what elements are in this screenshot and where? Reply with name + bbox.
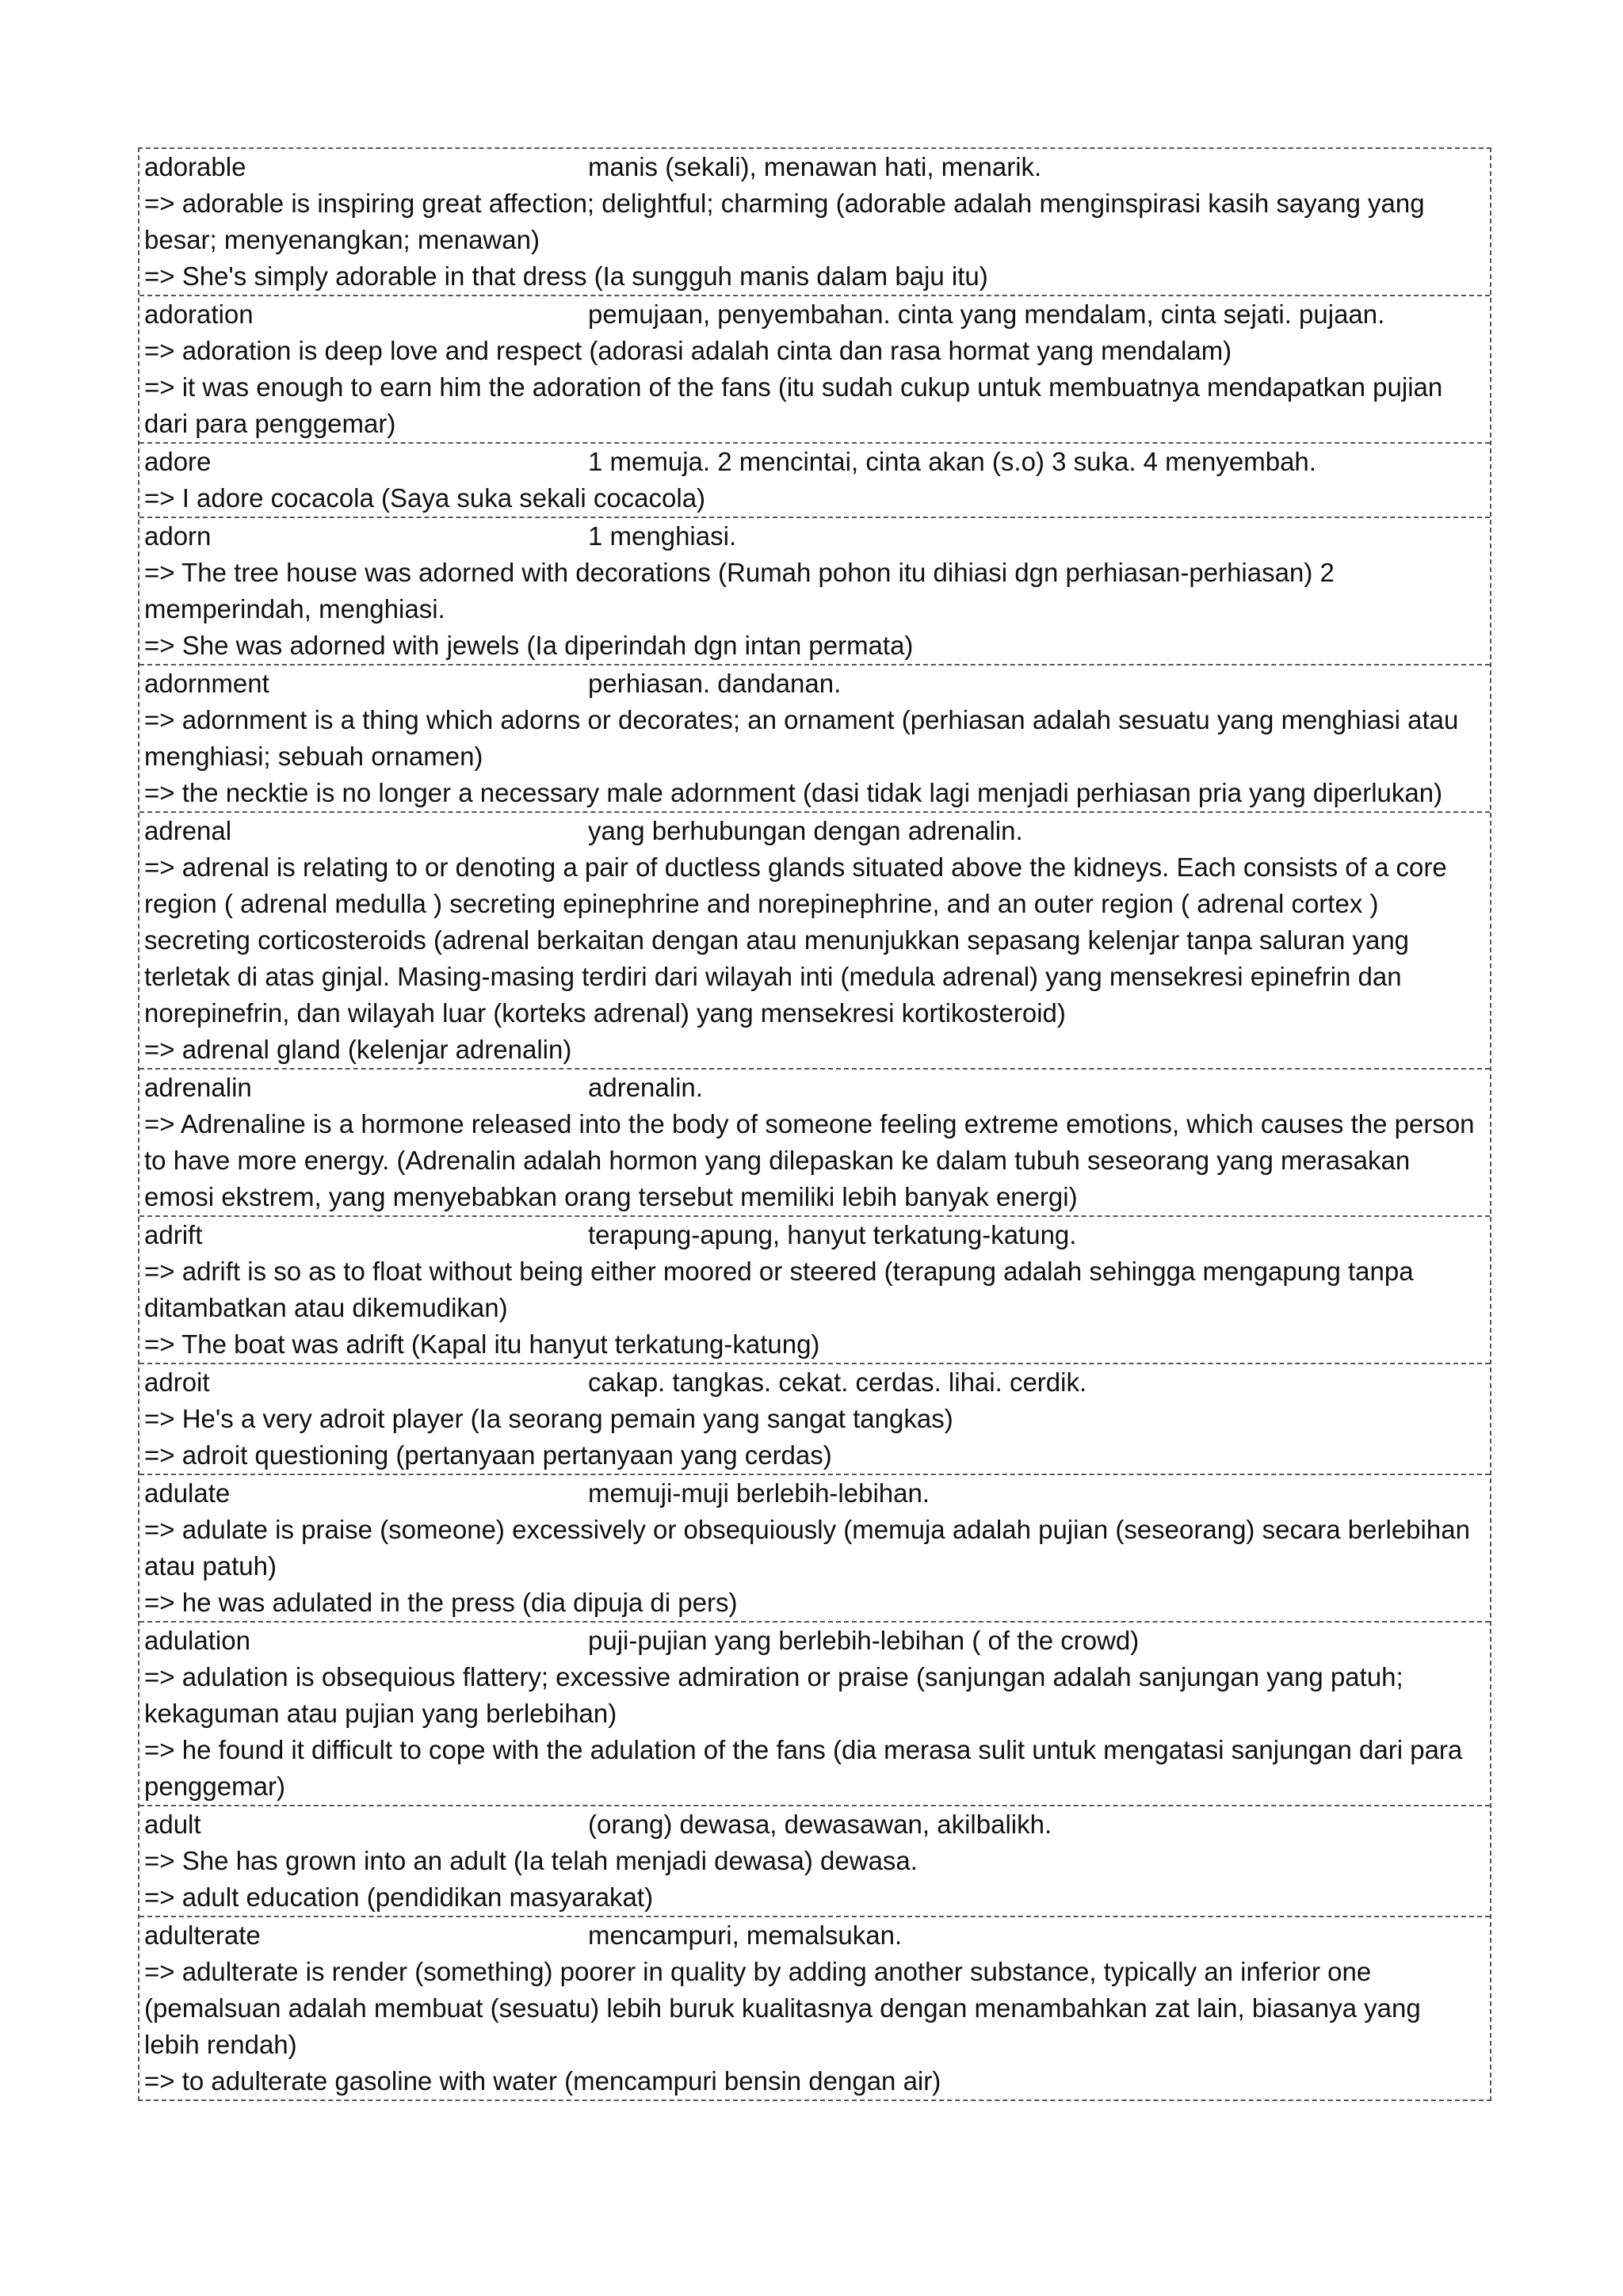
entry-headline xyxy=(144,1623,1490,1659)
entry-line: => adornment is a thing which adorns or decorates; an ornament (perhiasan adalah sesuatu yang menghiasi atau menghiasi; sebuah ornamen) xyxy=(144,705,1459,771)
dictionary-entry xyxy=(139,1215,1490,1363)
dictionary-entry xyxy=(139,1621,1490,1805)
dictionary-entry xyxy=(139,811,1490,1068)
entry-line: => She was adorned with jewels (Ia diperindah dgn intan permata) xyxy=(144,631,914,660)
entry-headline xyxy=(144,296,1490,333)
entry-meaning: terapung-apung, hanyut terkatung-katung. xyxy=(588,1220,1077,1249)
entry-headline xyxy=(144,149,1490,185)
entry-word: adult xyxy=(144,1810,201,1839)
entry-line: => he was adulated in the press (dia dipuja di pers) xyxy=(144,1588,738,1617)
entry-headline xyxy=(144,1364,1490,1401)
entry-meaning: cakap. tangkas. cekat. cerdas. lihai. cerdik. xyxy=(588,1367,1087,1397)
dictionary-entry xyxy=(139,1363,1490,1474)
entry-headline xyxy=(144,444,1490,480)
entry-line: => adoration is deep love and respect (adorasi adalah cinta dan rasa hormat yang mendalam) xyxy=(144,336,1232,365)
dictionary-entry xyxy=(139,442,1490,517)
entry-headline xyxy=(144,666,1490,702)
entry-line: => he found it difficult to cope with the adulation of the fans (dia merasa sulit untuk mengatasi sanjungan dari para penggemar) xyxy=(144,1735,1463,1801)
dictionary-entry xyxy=(139,295,1490,442)
dictionary-entry xyxy=(139,1068,1490,1215)
entry-headline xyxy=(144,1217,1490,1253)
entry-word: adore xyxy=(144,447,212,476)
entry-word: adulate xyxy=(144,1478,231,1508)
entry-line: => adulate is praise (someone) excessively or obsequiously (memuja adalah pujian (seseorang) secara berlebihan atau patuh) xyxy=(144,1515,1470,1581)
entry-line: => the necktie is no longer a necessary male adornment (dasi tidak lagi menjadi perhiasan pria yang diperlukan) xyxy=(144,778,1443,807)
entry-line: => to adulterate gasoline with water (mencampuri bensin dengan air) xyxy=(144,2066,941,2096)
dictionary-table xyxy=(138,147,1491,2101)
entry-headline xyxy=(144,813,1490,849)
entry-word: adrift xyxy=(144,1220,203,1249)
entry-line: => I adore cocacola (Saya suka sekali cocacola) xyxy=(144,483,706,513)
entry-headline xyxy=(144,518,1490,555)
entry-meaning: adrenalin. xyxy=(588,1073,703,1102)
entry-meaning: perhiasan. dandanan. xyxy=(588,669,842,698)
entry-line: => She has grown into an adult (Ia telah menjadi dewasa) dewasa. xyxy=(144,1846,918,1875)
entry-word: adulation xyxy=(144,1626,250,1655)
entry-line: => The boat was adrift (Kapal itu hanyut terkatung-katung) xyxy=(144,1329,820,1359)
dictionary-entry xyxy=(139,664,1490,811)
entry-line: => She's simply adorable in that dress (Ia sungguh manis dalam baju itu) xyxy=(144,261,988,291)
entry-word: adorn xyxy=(144,521,212,551)
entry-meaning: 1 menghiasi. xyxy=(588,521,737,551)
dictionary-entry xyxy=(139,1916,1490,2100)
entry-line: => it was enough to earn him the adoration of the fans (itu sudah cukup untuk membuatnya mendapatkan pujian dari para penggemar) xyxy=(144,372,1443,438)
entry-meaning: manis (sekali), menawan hati, menarik. xyxy=(588,152,1042,181)
entry-line: => adult education (pendidikan masyarakat) xyxy=(144,1882,654,1912)
entry-line: => adorable is inspiring great affection; delightful; charming (adorable adalah menginspirasi kasih sayang yang besar; menyenangkan; menawan) xyxy=(144,189,1425,254)
entry-line: => adrenal gland (kelenjar adrenalin) xyxy=(144,1035,572,1064)
entry-headline xyxy=(144,1475,1490,1512)
entry-line: => adrift is so as to float without being either moored or steered (terapung adalah sehingga mengapung tanpa ditambatkan atau dikemudikan) xyxy=(144,1257,1414,1322)
entry-line: => The tree house was adorned with decorations (Rumah pohon itu dihiasi dgn perhiasan-perhiasan) 2 memperindah, menghiasi. xyxy=(144,558,1335,624)
entry-word: adorable xyxy=(144,152,246,181)
entry-word: adornment xyxy=(144,669,269,698)
dictionary-entry xyxy=(139,149,1490,295)
entry-word: adulterate xyxy=(144,1920,261,1950)
entry-word: adrenalin xyxy=(144,1073,252,1102)
entry-headline xyxy=(144,1806,1490,1843)
entry-line: => Adrenaline is a hormone released into the body of someone feeling extreme emotions, which causes the person to have more energy. (Adrenalin adalah hormon yang dilepaskan ke dalam tubuh seseorang yang merasakan emosi ekstrem, yang menyebabkan orang tersebut memiliki lebih banyak energi) xyxy=(144,1109,1475,1211)
entry-meaning: mencampuri, memalsukan. xyxy=(588,1920,903,1950)
entry-meaning: pemujaan, penyembahan. cinta yang mendalam, cinta sejati. pujaan. xyxy=(588,299,1385,329)
entry-headline xyxy=(144,1070,1490,1106)
entry-meaning: puji-pujian yang berlebih-lebihan ( of the crowd) xyxy=(588,1626,1140,1655)
entry-line: => He's a very adroit player (Ia seorang pemain yang sangat tangkas) xyxy=(144,1404,953,1433)
entry-meaning: (orang) dewasa, dewasawan, akilbalikh. xyxy=(588,1810,1052,1839)
entry-headline xyxy=(144,1917,1490,1954)
entry-word: adoration xyxy=(144,299,254,329)
entry-line: => adulterate is render (something) poorer in quality by adding another substance, typically an inferior one (pemalsuan adalah membuat (sesuatu) lebih buruk kualitasnya dengan menambahkan zat lain, biasanya yang lebih rendah) xyxy=(144,1957,1421,2059)
entry-meaning: 1 memuja. 2 mencintai, cinta akan (s.o) 3 suka. 4 menyembah. xyxy=(588,447,1316,476)
dictionary-entry xyxy=(139,517,1490,664)
dictionary-entry xyxy=(139,1805,1490,1916)
entry-line: => adroit questioning (pertanyaan pertanyaan yang cerdas) xyxy=(144,1440,832,1470)
entry-word: adrenal xyxy=(144,816,232,845)
entry-line: => adrenal is relating to or denoting a pair of ductless glands situated above the kidneys. Each consists of a core region ( adrenal medulla ) secreting epinephrine and norepinephrine, and an outer region ( adrenal cortex ) secreting corticosteroids (adrenal berkaitan dengan atau menunjukkan sepasang kelenjar tanpa saluran yang terletak di atas ginjal. Masing-masing terdiri dari wilayah inti (medula adrenal) yang mensekresi epinefrin dan norepinefrin, dan wilayah luar (korteks adrenal) yang mensekresi kortikosteroid) xyxy=(144,852,1447,1028)
entry-word: adroit xyxy=(144,1367,210,1397)
entry-meaning: yang berhubungan dengan adrenalin. xyxy=(588,816,1023,845)
dictionary-entry xyxy=(139,1474,1490,1621)
entry-meaning: memuji-muji berlebih-lebihan. xyxy=(588,1478,930,1508)
entry-line: => adulation is obsequious flattery; excessive admiration or praise (sanjungan adalah sanjungan yang patuh; kekaguman atau pujian yang berlebihan) xyxy=(144,1662,1403,1728)
